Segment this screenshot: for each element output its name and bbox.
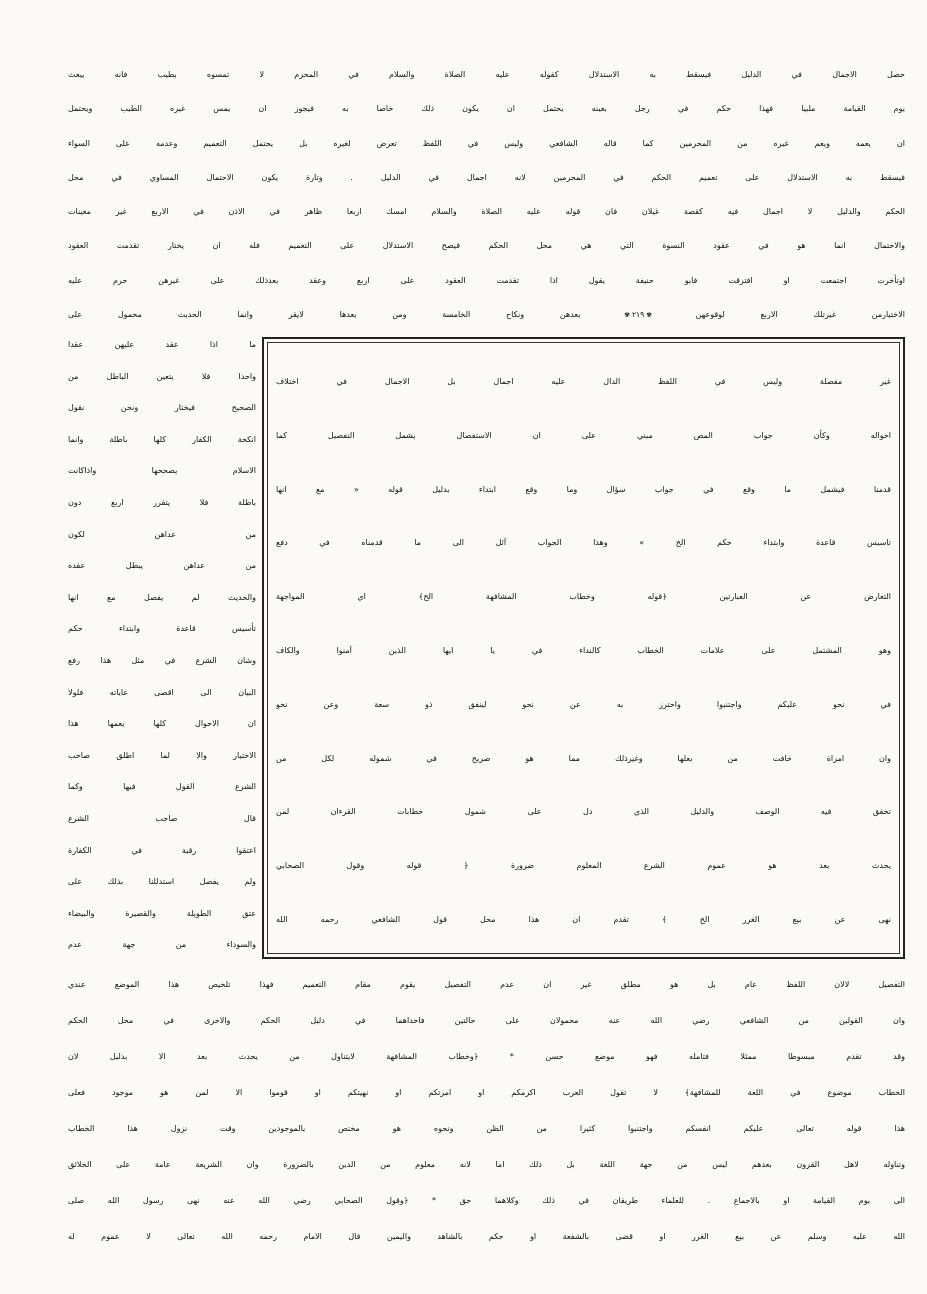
side-line: الشرع القول فيها وكما — [68, 782, 256, 792]
side-line: ولم يفصل استدللنا بذلك على — [68, 877, 256, 887]
side-line: والسوداء من جهة عدم — [68, 940, 256, 950]
side-line: باطلة فلا يتقرر اربع دون — [68, 497, 256, 507]
page-number: ٢١٩ — [631, 310, 645, 320]
page-number-marker — [622, 298, 654, 332]
side-line: ما اذا عقد عليهن عقدا — [68, 340, 256, 349]
top-line: والاحتمال انما هو في عقود النسوة التي هي محل الحكم فيصح الاستدلال على التعميم فله ان يختار تقدمت العقود — [68, 241, 905, 251]
bottom-line: الله عليه وسلم عن بيع الغرر او قضى بالشفعة او حكم بالشاهد واليمين قال الامام رحمه الله تعالى لا عموم له — [68, 1232, 905, 1241]
box-line: غير مفصلة وليس في اللفظ الدال عليه اجمال بل الاجمال في اختلاف — [276, 377, 891, 386]
flower-ornament-icon — [644, 310, 654, 319]
side-line: من عداهن لكون — [68, 529, 256, 539]
bottom-line: التفصيل لالان اللفظ عام بل هو مطلق غير ان عدم التفصيل يقوم مقام التعميم فهذا تلخيص هذا الموضع عندي — [68, 980, 905, 989]
top-text-block — [68, 58, 905, 332]
top-line-start: الاختيارمن غيرتلك الاربع لوقوعهن — [695, 310, 905, 320]
side-line: وشان الشرع في مثل هذا رفع — [68, 655, 256, 665]
bottom-line: وقد تقدم مبسوطا ممثلا فتامله فهو موضع حسن * ﴿وخطاب المشافهة لايتناول من يحدث بعد الا بدليل لان — [68, 1052, 905, 1061]
side-line: الاختيار والا لما اطلق صاحب — [68, 750, 256, 760]
side-line: انكحة الكفار كلها باطلة وانما — [68, 434, 256, 444]
side-line: قال صاحب الشرع — [68, 813, 256, 823]
top-line: يوم القيامة ملبيا فهذا حكم في رجل بعينه يحتمل ان يكون ذلك خاصا به فيجوز ان يمس غيره الطيب ويحتمل — [68, 104, 905, 114]
side-line: الاسلام يصححها واذاكانت — [68, 466, 256, 476]
top-line: اوتأخرت اجتمعت او افترقت فابو حنيفة يقول اذا تقدمت العقود على اربع وعقد بعدذلك على غيرهن حرم عليه — [68, 275, 905, 285]
side-line: والحديث لم يفصل مع انها — [68, 592, 256, 602]
bottom-line: وان القولين من الشافعي رضي الله عنه محمولان على حالتين فاحداهما في دليل الحكم والاخرى في محل الحكم — [68, 1016, 905, 1025]
side-line: البيان الى اقصى غاياته فلولا — [68, 687, 256, 697]
bottom-line: الى يوم القيامة او بالاجماع . للعلماء طريقان في ذلك وكلاهما حق * ﴿وقول الصحابي رضي الله عنه نهى رسول الله صلى — [68, 1196, 905, 1205]
box-line: التعارض عن العبارتين ﴿قوله وخطاب المشافهة الخ﴾ اي المواجهة — [276, 592, 891, 602]
top-line-end: بعدهن ونكاح الخامسة ومن بعدها لايقر وانما الحديث محمول على — [68, 310, 581, 320]
box-line: تاسيس قاعدة وابتداء حكم الخ » وهذا الجواب آئل الى ما قدمناه في دفع — [276, 538, 891, 548]
top-line: ان يعمه ويعم غيره من المحرمين كما قاله الشافعي وليس في اللفظ تعرض لغيره بل يحتمل التعميم وعدمه على السواء — [68, 138, 905, 148]
side-line: اعتقوا رقبة في الكفارة — [68, 845, 256, 855]
box-line: في نحو عليكم واجتنبوا واحترز به عن نحو لينفق ذو سعة وعن نحو — [276, 699, 891, 709]
top-line: فيسقط به الاستدلال على تعميم الحكم في المحرمين لانه اجمال في الدليل . وتارة يكون الاحتمال المساوي في محل — [68, 172, 905, 182]
side-line: عتق الطويلة والقصيرة والبيضاء — [68, 908, 256, 918]
box-line: قدمنا فيشمل ما وقع في جواب سؤال وما وقع ابتداء بدليل قوله « مع انها — [276, 484, 891, 494]
box-line: احواله وكأن جواب المص مبني على ان الاستفصال يشمل التفصيل كما — [276, 430, 891, 440]
top-line-with-page-number — [68, 298, 905, 332]
side-line: الصحيح فيختار ونحن نقول — [68, 403, 256, 413]
top-line: حصل الاجمال في الدليل فيسقط به الاستدلال كقوله عليه الصلاة والسلام في المحرم لا تمسوه بطيب فانه يبعث — [68, 70, 905, 79]
bottom-line: هذا قوله تعالى عليكم انفسكم واجتنبوا كثيرا من الظن ونحوه هو مختص بالموجودين وقت نزول هذا الخطاب — [68, 1124, 905, 1133]
margin-commentary — [68, 329, 256, 961]
main-text-body — [276, 355, 891, 947]
box-line: نهى عن بيع الغرر الخ ﴾ تقدم ان هذا محل قول الشافعي رحمه الله — [276, 914, 891, 924]
box-line: وان امراة خافت من بعلها وغيرذلك مما هو صريح في شموله لكل من — [276, 753, 891, 763]
side-line: ان الاحوال كلها يعمها هذا — [68, 719, 256, 729]
flower-ornament-icon — [622, 310, 632, 319]
bottom-text-block — [68, 967, 905, 1255]
box-line: تحقق فيه الوصف والدليل الذي دل على شمول خطابات القرءان لمن — [276, 807, 891, 817]
side-line: تأسيس قاعدة وابتداء حكم — [68, 624, 256, 634]
side-line: من عداهن يبطل عقده — [68, 561, 256, 571]
side-line: واحدا فلا يتعين الباطل من — [68, 371, 256, 381]
main-text-frame — [262, 337, 905, 959]
box-line: يحدث بعد هو عموم الشرع المعلوم ضرورة ﴿ قوله وقول الصحابي — [276, 861, 891, 871]
bottom-line: الخطاب موضوع في اللغة للمشافهة﴾ لا تقول العرب اكرمكم او امرتكم او نهيتكم او قوموا الا لمن هو موجود فعلى — [68, 1088, 905, 1097]
bottom-line: وتناوله لاهل القرون بعدهم ليس من جهة اللغة بل ذلك اما لانه معلوم من الدين بالضرورة وان الشريعة عامة على الخلائق — [68, 1160, 905, 1169]
top-line: الحكم والدليل لا اجمال فيه كقصة غيلان فان قوله عليه الصلاة والسلام امسك اربعا ظاهر في الاذن في الاربع غير معينات — [68, 207, 905, 217]
box-line: وهو المشتمل على علامات الخطاب كالنداء في يا ايها الذين آمنوا والكاف — [276, 645, 891, 655]
